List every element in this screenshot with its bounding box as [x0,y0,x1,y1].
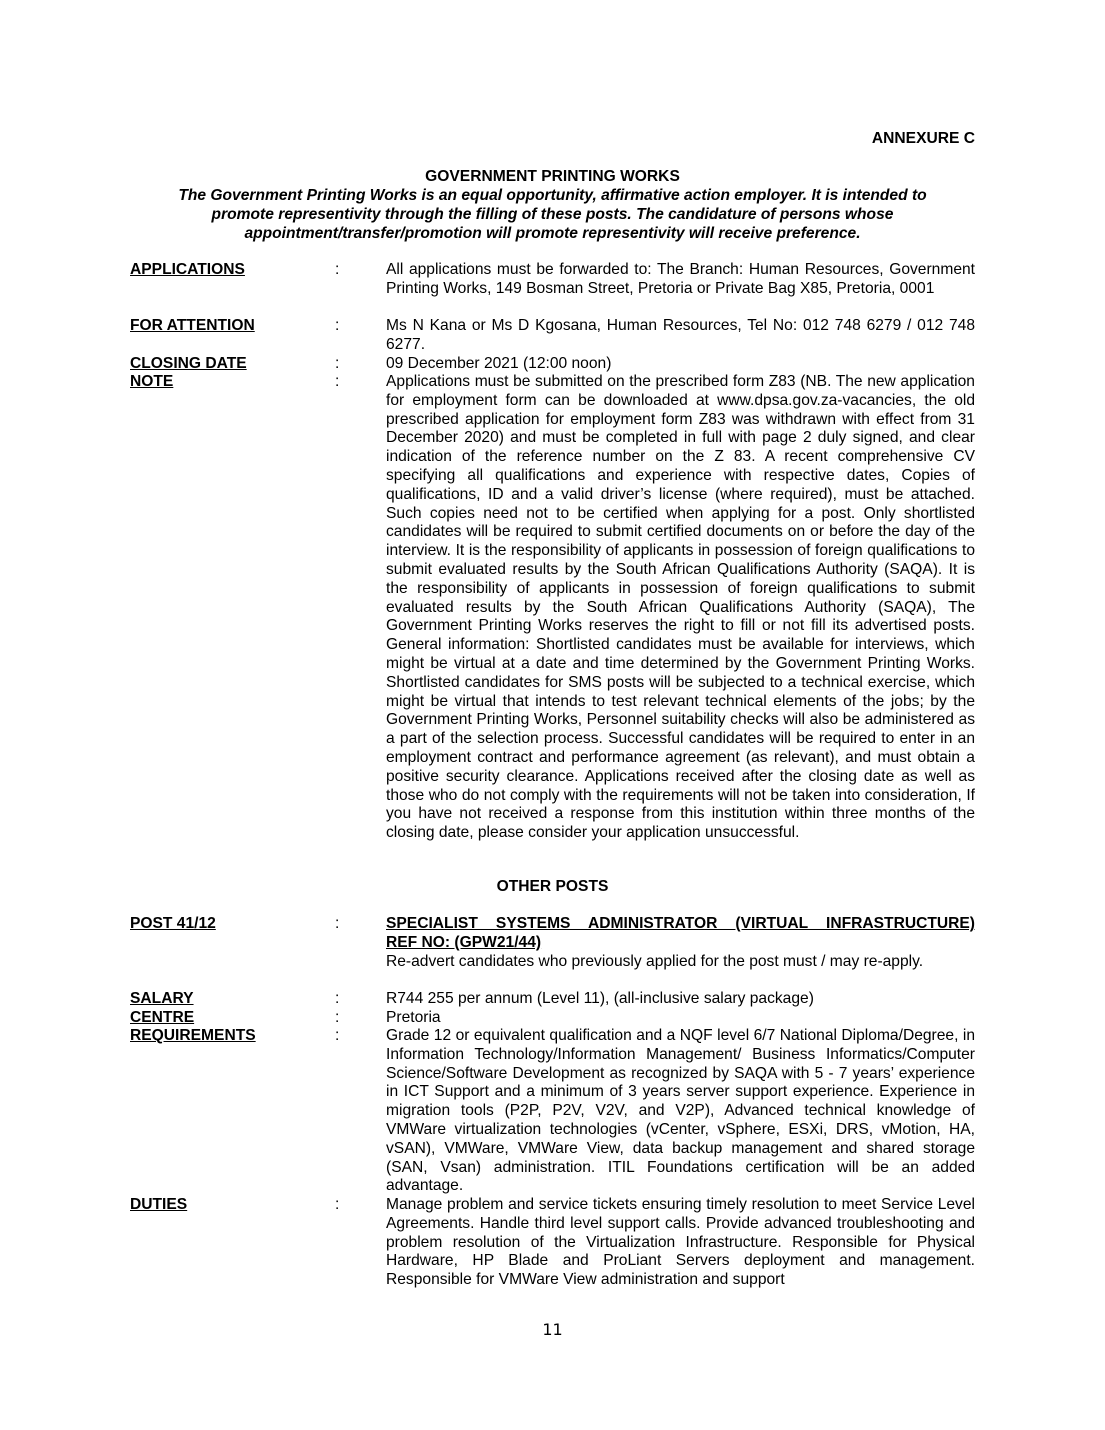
post-ref: REF NO: (GPW21/44) [386,933,542,951]
colon: : [335,355,340,372]
readvert-note: Re-advert candidates who previously applied for the post must / may re-apply. [386,952,924,970]
intro-statement: The Government Printing Works is an equal opportunity, affirmative action employer. It is intended to promote representivity through the filling of these posts. The candidature of persons whose appointment/transfer/promotion will promote representivity will receive preference. [178,187,927,242]
salary-label: SALARY [130,990,194,1007]
post-label: POST 41/12 [130,915,216,932]
applications-value: All applications must be forwarded to: The Branch: Human Resources, Government Printing Works, 149 Bosman Street, Pretoria or Private Bag X85, Pretoria, 0001 [386,261,975,297]
other-posts-title: OTHER POSTS [496,878,609,895]
org-title: GOVERNMENT PRINTING WORKS [425,168,680,185]
colon: : [335,373,340,390]
attention-value: Ms N Kana or Ms D Kgosana, Human Resources, Tel No: 012 748 6279 / 012 748 6277. [386,317,975,353]
colon: : [335,1196,340,1213]
colon: : [335,317,340,334]
salary-value: R744 255 per annum (Level 11), (all-inclusive salary package) [386,990,814,1007]
duties-label: DUTIES [130,1196,188,1213]
colon: : [335,915,340,932]
colon: : [335,1027,340,1044]
requirements-label: REQUIREMENTS [130,1027,256,1044]
closing-date-label: CLOSING DATE [130,355,247,372]
post-value [386,915,975,971]
applications-label: APPLICATIONS [130,261,245,278]
requirements-value: Grade 12 or equivalent qualification and a NQF level 6/7 National Diploma/Degree, in Information Technology/Information Management/ Business Informatics/Computer Science/Software Development as recognized by SAQA with 5 - 7 years’ experience in ICT Support and a minimum of 3 years server support experience. Experience in migration tools (P2P, P2V, V2V, and V2P), Advanced technical knowledge of VMWare virtualization technologies (vCenter, vSphere, ESXi, DRS, vMotion, HA, vSAN), VMWare, VMWare View, data backup management and shared storage (SAN, Vsan) administration. ITIL Foundations certification will be an added advantage. [386,1027,975,1195]
annexure-label: ANNEXURE C [871,130,975,147]
note-label: NOTE [130,373,174,390]
page-number: 11 [542,1320,563,1339]
post-title: SPECIALIST SYSTEMS ADMINISTRATOR (VIRTUAL INFRASTRUCTURE) [386,915,975,932]
colon: : [335,990,340,1007]
closing-date-value: 09 December 2021 (12:00 noon) [386,355,612,372]
note-value: Applications must be submitted on the prescribed form Z83 (NB. The new application for employment form can be downloaded at www.dpsa.gov.za-vacancies, the old prescribed application for employment form Z83 was withdrawn with effect from 31 December 2020) and must be completed in full with page 2 duly signed, and clear indication of the reference number on the Z 83. A recent comprehensive CV specifying all qualifications and experience with respective dates, Copies of qualifications, ID and a valid driver’s license (where required), must be attached. Such copies need not to be certified when applying for a post. Only shortlisted candidates will be required to submit certified documents on or before the day of the interview. It is the responsibility of applicants in possession of foreign qualifications to submit evaluated results by the South African Qualifications Authority (SAQA). It is the responsibility of applicants in possession of foreign qualifications to submit evaluated results by the South African Qualifications Authority (SAQA), The Government Printing Works reserves the right to fill or not fill its advertised posts. General information: Shortlisted candidates must be available for interviews, which might be virtual at a date and time determined by the Government Printing Works. Shortlisted candidates for SMS posts will be subjected to a technical exercise, which might be virtual that intends to test relevant technical elements of the jobs; by the Government Printing Works, Personnel suitability checks will also be administered as a part of the selection process. Successful candidates will be required to enter in an employment contract and performance agreement (as relevant), and must obtain a positive security clearance. Applications received after the closing date as well as those who do not comply with the requirements will not be taken into consideration, If you have not received a response from this institution within three months of the closing date, please consider your application unsuccessful. [386,373,975,842]
colon: : [335,1009,340,1026]
centre-label: CENTRE [130,1009,195,1026]
centre-value: Pretoria [386,1009,441,1026]
duties-value: Manage problem and service tickets ensuring timely resolution to meet Service Level Agreements. Handle third level support calls. Provide advanced troubleshooting and problem resolution of the Virtualization Infrastructure. Responsible for Physical Hardware, HP Blade and ProLiant Servers deployment and management. Responsible for VMWare View administration and support [386,1196,975,1289]
colon: : [335,261,340,278]
attention-label: FOR ATTENTION [130,317,255,334]
